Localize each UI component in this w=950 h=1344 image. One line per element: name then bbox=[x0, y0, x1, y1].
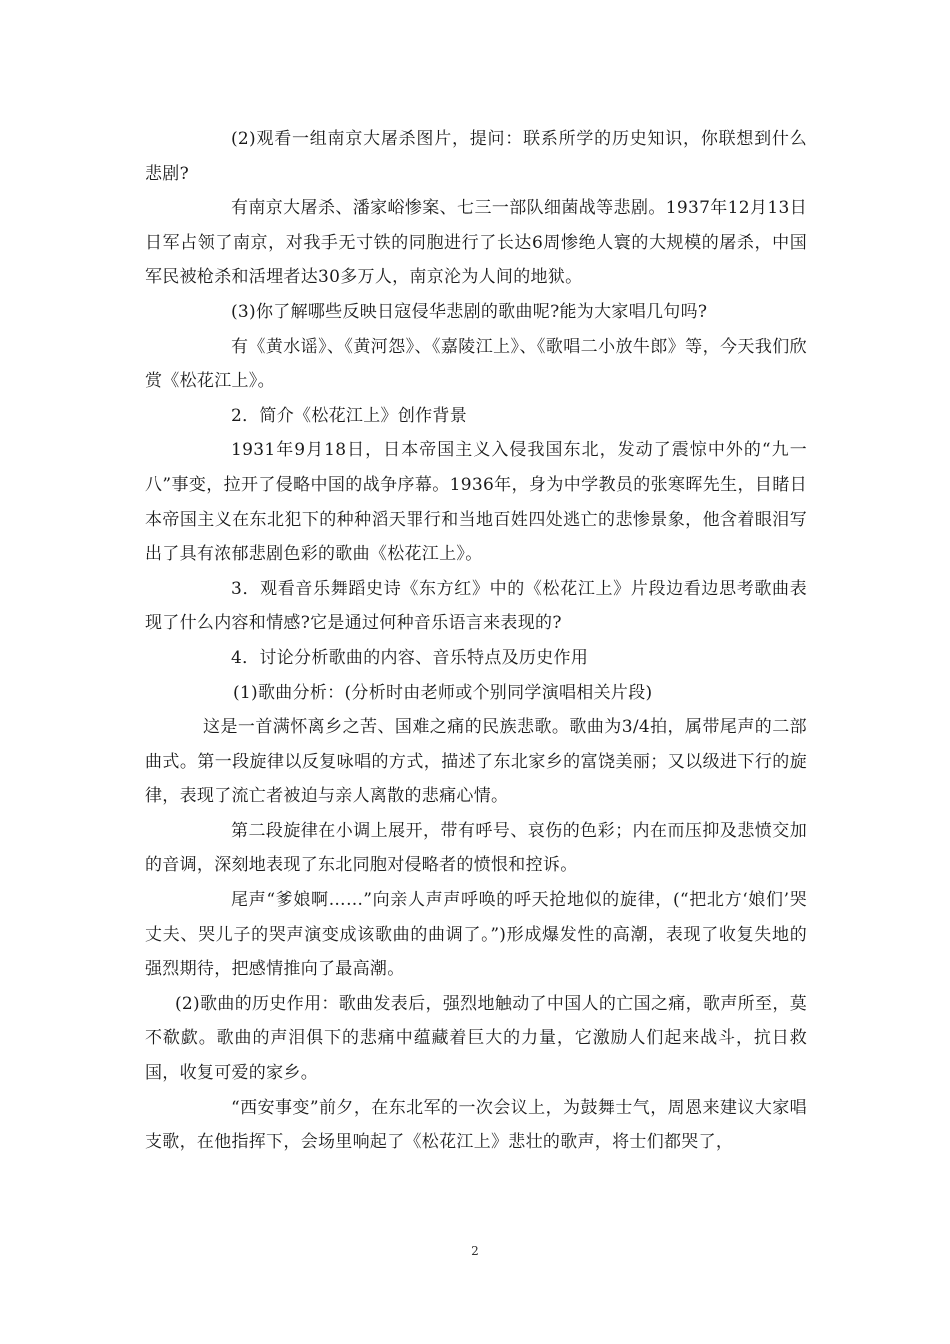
heading-background: 2．简介《松花江上》创作背景 bbox=[231, 405, 468, 426]
paragraph-coda: 尾声“爹娘啊……”向亲人声声呼唤的呼天抢地似的旋律，(“把北方‘娘们’哭丈夫、哭儿子的哭声演变成该歌曲的曲调了。”)形成爆发性的高潮，表现了收复失地的强烈期待，把感情推向了最高潮。 bbox=[145, 890, 807, 980]
paragraph-first-section: 这是一首满怀离乡之苦、国难之痛的民族悲歌。歌曲为3/4拍，属带尾声的二部曲式。第一段旋律以反复咏唱的方式，描述了东北家乡的富饶美丽；又以级进下行的旋律，表现了流亡者被迫与亲人离散的悲痛心情。 bbox=[145, 717, 807, 807]
paragraph-xian-incident: “西安事变”前夕，在东北军的一次会议上，为鼓舞士气，周恩来建议大家唱支歌，在他指挥下，会场里响起了《松花江上》悲壮的歌声，将士们都哭了， bbox=[145, 1097, 807, 1153]
subheading-song-analysis: (1)歌曲分析：(分析时由老师或个别同学演唱相关片段) bbox=[233, 682, 653, 703]
heading-watch: 3．观看音乐舞蹈史诗《东方红》中的《松花江上》片段边看边思考歌曲表现了什么内容和情感?它是通过何种音乐语言来表现的? bbox=[145, 578, 807, 634]
paragraph-second-section: 第二段旋律在小调上展开，带有呼号、哀伤的色彩；内在而压抑及悲愤交加的音调，深刻地表现了东北同胞对侵略者的愤恨和控诉。 bbox=[145, 820, 807, 876]
body-text bbox=[145, 122, 807, 1160]
paragraph-question-2: (2)观看一组南京大屠杀图片，提问：联系所学的历史知识，你联想到什么悲剧? bbox=[145, 129, 807, 184]
paragraph-question-3: (3)你了解哪些反映日寇侵华悲剧的歌曲呢?能为大家唱几句吗? bbox=[231, 301, 708, 322]
page-number: 2 bbox=[471, 1244, 479, 1258]
paragraph-historical-role: (2)歌曲的历史作用：歌曲发表后，强烈地触动了中国人的亡国之痛，歌声所至，莫不欷歔。歌曲的声泪俱下的悲痛中蕴藏着巨大的力量，它激励人们起来战斗，抗日救国，收复可爱的家乡。 bbox=[145, 993, 807, 1084]
paragraph-nanjing-answer: 有南京大屠杀、潘家峪惨案、七三一部队细菌战等悲剧。1937年12月13日日军占领了南京，对我手无寸铁的同胞进行了长达6周惨绝人寰的大规模的屠杀，中国军民被枪杀和活埋者达30多万人，南京沦为人间的地狱。 bbox=[145, 198, 807, 288]
heading-discussion: 4．讨论分析歌曲的内容、音乐特点及历史作用 bbox=[231, 647, 589, 668]
paragraph-songs-answer: 有《黄水谣》、《黄河怨》、《嘉陵江上》、《歌唱二小放牛郎》等，今天我们欣赏《松花江上》。 bbox=[145, 336, 807, 392]
paragraph-background: 1931年9月18日，日本帝国主义入侵我国东北，发动了震惊中外的“九一八”事变，拉开了侵略中国的战争序幕。1936年，身为中学教员的张寒晖先生，目睹日本帝国主义在东北犯下的种种滔天罪行和当地百姓四处逃亡的悲惨景象，他含着眼泪写出了具有浓郁悲剧色彩的歌曲《松花江上》。 bbox=[145, 440, 807, 565]
